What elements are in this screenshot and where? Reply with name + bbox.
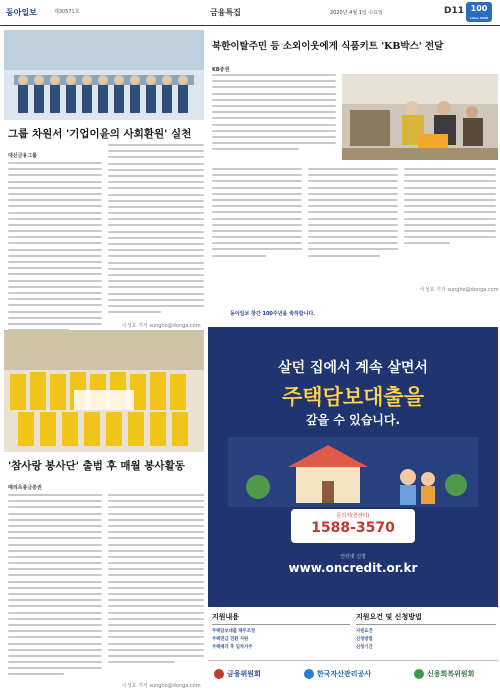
- info-right-item: 신청방법: [356, 637, 373, 642]
- kb-photo: [342, 74, 498, 160]
- badge-number: 100: [470, 4, 488, 13]
- kamco-emblem-icon: [304, 669, 314, 679]
- daeshin-headline: 그룹 차원서 '기업이윤의 사회환원' 실천: [8, 128, 192, 140]
- kb-text-col3: [308, 168, 398, 261]
- info-left: [212, 612, 350, 658]
- info-right-item: 지원요건: [356, 629, 373, 634]
- sponsor-footer: [208, 660, 498, 688]
- meritz-photo: [4, 330, 204, 452]
- ad-line3: 갚을 수 있습니다.: [305, 413, 401, 427]
- kb-headline: 북한이탈주민 등 소외이웃에게 식품키트 'KB박스' 전달: [212, 41, 444, 52]
- newspaper-logo: 동아일보: [6, 8, 37, 17]
- edition-number: 제30571호: [54, 9, 80, 15]
- kb-source: KB증권: [212, 67, 230, 73]
- info-left-item: 주택담보대출 채무조정: [212, 629, 256, 634]
- section-title: 금융특집: [210, 8, 241, 17]
- anniversary-badge: [466, 2, 492, 22]
- kb-text-col2: [212, 168, 302, 261]
- ad-phone-number: 1588-3570: [311, 520, 395, 536]
- meritz-photo-art: [4, 330, 204, 452]
- ad-phone-box: [291, 509, 415, 543]
- page-number: D11: [444, 6, 464, 16]
- fsc-emblem-icon: [214, 669, 224, 679]
- sponsor-logo-fsc: 금융위원회: [214, 669, 261, 679]
- ad-web-label: 인터넷 신청: [340, 554, 366, 560]
- info-right-title: 지원요건 및 신청방법: [356, 612, 496, 625]
- page-header: [0, 0, 500, 26]
- badge-sub: since 1920: [469, 16, 489, 20]
- daeshin-photo: [4, 30, 204, 120]
- mortgage-ad[interactable]: [208, 327, 498, 607]
- meritz-byline: 이성호 기자 sungho@donga.com: [122, 683, 201, 689]
- ad-web-url[interactable]: www.oncredit.or.kr: [288, 561, 418, 575]
- daeshin-source: 대신금융그룹: [8, 153, 37, 159]
- sponsor-logo-kamco: 한국자산관리공사: [304, 669, 371, 679]
- issue-date: 2020년 4월 1일 수요일: [330, 10, 383, 16]
- info-left-item: 주택매각 후 임차거주: [212, 645, 253, 650]
- ad-line2: 주택담보대출을: [281, 385, 424, 409]
- meritz-text-col2: [108, 494, 204, 667]
- daeshin-byline: 이성호 기자 sungho@donga.com: [122, 323, 201, 329]
- meritz-headline: '참사랑 봉사단' 출범 후 매월 봉사활동: [8, 460, 185, 472]
- info-left-item: 주택연금 전환 지원: [212, 637, 249, 642]
- kb-text-col4: [404, 168, 496, 248]
- meritz-source: 메리츠종금증권: [8, 485, 42, 491]
- daeshin-text-col2: [108, 144, 204, 317]
- info-right-item: 신청기간: [356, 645, 373, 650]
- ad-phone-label: 문의처(콜센터): [336, 513, 370, 519]
- kb-text-col1: [212, 74, 336, 154]
- daeshin-text-col1: [8, 162, 102, 335]
- anniversary-tagline: 동아일보 창간 100주년을 축하합니다.: [230, 311, 316, 317]
- kb-byline: 이성호 기자 sungho@donga.com: [420, 287, 499, 293]
- info-left-title: 지원내용: [212, 612, 350, 625]
- ad-house-illustration: [228, 437, 478, 507]
- sponsor-logo-ccrs: 신용회복위원회: [414, 669, 474, 679]
- ccrs-emblem-icon: [414, 669, 424, 679]
- info-right: [356, 612, 496, 658]
- daeshin-photo-art: [4, 30, 204, 120]
- meritz-text-col1: [8, 494, 102, 680]
- ad-line1: 살던 집에서 계속 살면서: [278, 360, 428, 376]
- kb-photo-art: [342, 74, 498, 160]
